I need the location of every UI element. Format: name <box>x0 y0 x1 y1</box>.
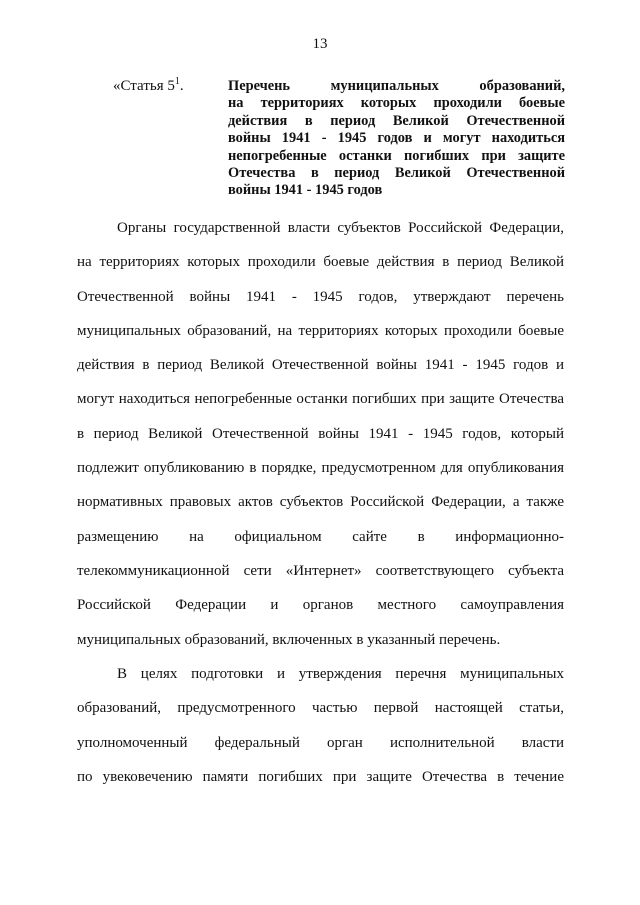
text-line: Российской Федерации и органов местного самоуправления <box>77 597 564 614</box>
article-title-line: Перечень муниципальных образований, <box>228 78 565 94</box>
article-label-text: «Статья 5 <box>113 78 175 94</box>
text-line: могут находиться непогребенные останки погибших при защите Отечества <box>77 391 564 408</box>
text-line: муниципальных образований, на территориях которых проходили боевые <box>77 322 564 339</box>
article-title-line: войны 1941 - 1945 годов <box>228 182 383 199</box>
article-label-superscript: 1 <box>174 76 180 87</box>
article-label-period: . <box>179 78 184 94</box>
text-line: муниципальных образований, включенных в указанный перечень. <box>77 631 501 648</box>
text-line: телекоммуникационной сети «Интернет» соответствующего субъекта <box>77 562 564 579</box>
text-line: нормативных правовых актов субъектов Российской Федерации, а также <box>77 494 564 511</box>
article-label <box>113 78 184 95</box>
text-line: Органы государственной власти субъектов Российской Федерации, <box>117 220 564 236</box>
article-title-line: действия в период Великой Отечественной <box>228 112 565 129</box>
article-title-line: на территориях которых проходили боевые <box>228 95 565 112</box>
text-line: на территориях которых проходили боевые действия в период Великой <box>77 254 564 271</box>
body-paragraph-1 <box>77 211 564 657</box>
page-number: 13 <box>312 36 328 52</box>
text-line: подлежит опубликованию в порядке, предусмотренном для опубликования <box>77 460 564 477</box>
article-title-line: войны 1941 - 1945 годов и могут находиться <box>228 130 565 147</box>
article-title-line: непогребенные останки погибших при защите <box>228 147 565 164</box>
article-title-line: Отечества в период Великой Отечественной <box>228 165 565 182</box>
text-line: по увековечению памяти погибших при защите Отечества в течение <box>77 768 564 785</box>
body-paragraph-2 <box>77 657 564 794</box>
text-line: в период Великой Отечественной войны 1941 - 1945 годов, который <box>77 425 564 442</box>
text-line: уполномоченный федеральный орган исполнительной власти <box>77 734 564 751</box>
text-line: размещению на официальном сайте в информационно- <box>77 528 564 545</box>
text-line: В целях подготовки и утверждения перечня муниципальных <box>117 666 564 682</box>
text-line: действия в период Великой Отечественной войны 1941 - 1945 годов и <box>77 357 564 374</box>
article-title <box>228 78 565 200</box>
text-line: Отечественной войны 1941 - 1945 годов, утверждают перечень <box>77 288 564 305</box>
text-line: образований, предусмотренного частью первой настоящей статьи, <box>77 700 564 717</box>
